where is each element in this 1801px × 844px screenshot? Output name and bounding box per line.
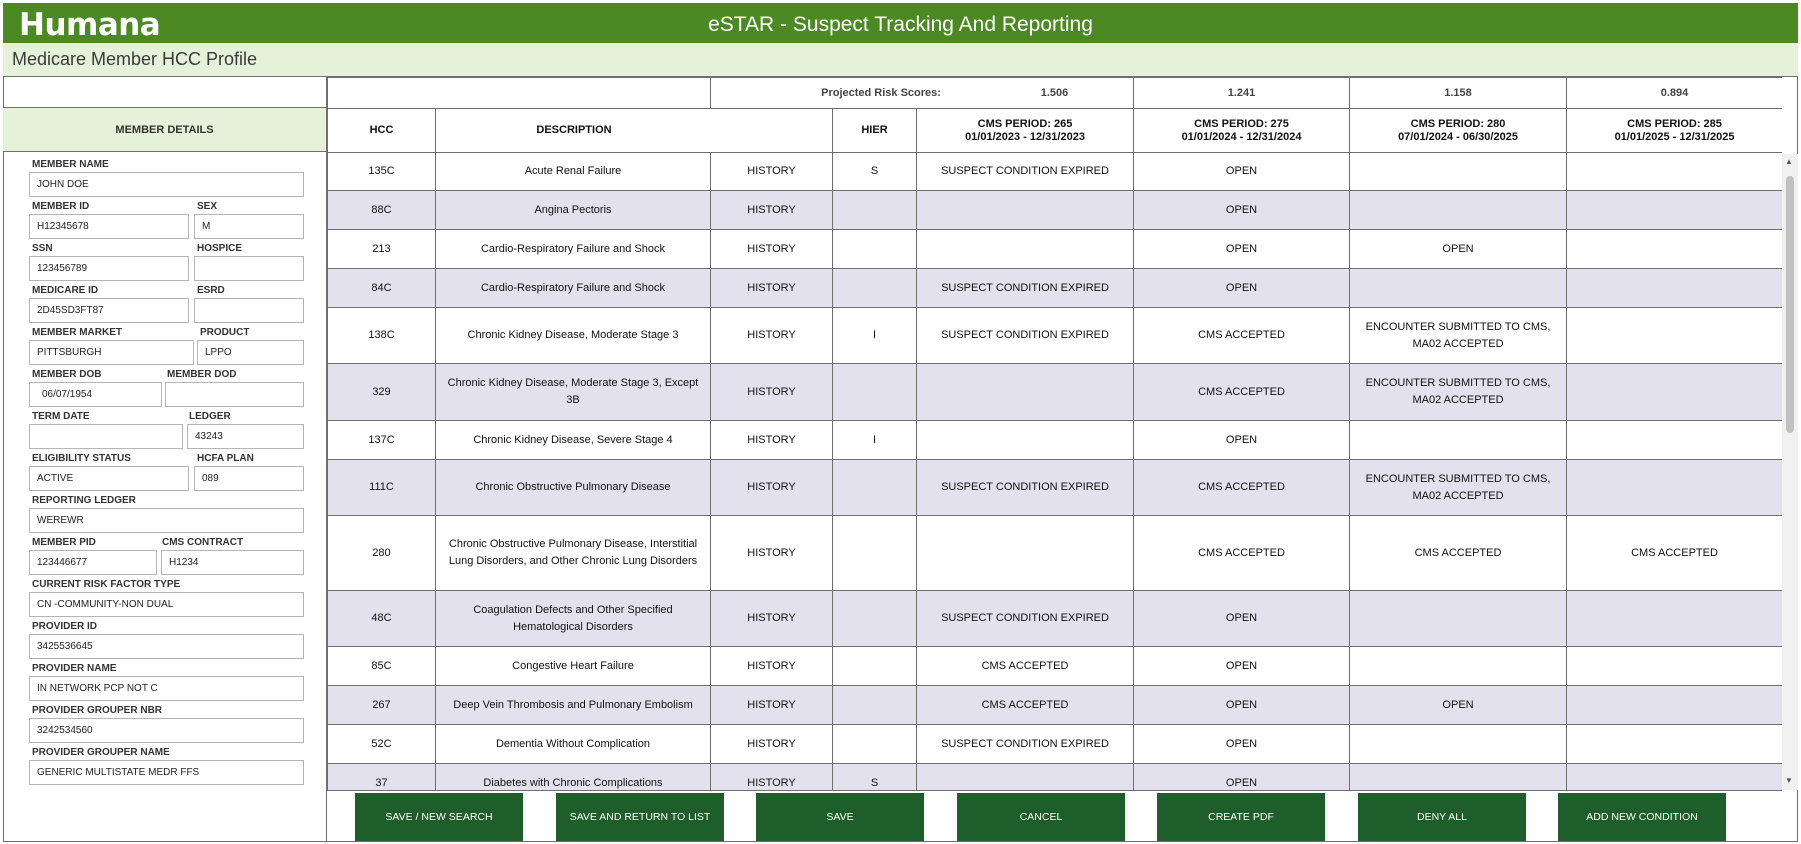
action-button-bar xyxy=(327,790,1782,842)
hier-value: I xyxy=(833,308,917,364)
hcc-description: Acute Renal Failure xyxy=(436,153,711,191)
period-3-status: CMS ACCEPTED xyxy=(1350,516,1567,591)
provider-grouper-name-field[interactable]: GENERIC MULTISTATE MEDR FFS xyxy=(29,760,304,785)
hier-value: S xyxy=(833,153,917,191)
risk-score-period-4: 0.894 xyxy=(1567,78,1782,109)
col-header-description-text: DESCRIPTION xyxy=(536,124,612,136)
period-4-status xyxy=(1567,686,1782,725)
period-3-status xyxy=(1350,591,1567,647)
col-header-hier: HIER xyxy=(833,109,917,153)
hcc-code: 84C xyxy=(328,269,436,308)
period-4-status xyxy=(1567,591,1782,647)
hier-value xyxy=(833,269,917,308)
period-3-status xyxy=(1350,269,1567,308)
period-3-status xyxy=(1350,153,1567,191)
hier-value xyxy=(833,591,917,647)
hcc-description: Diabetes with Chronic Complications xyxy=(436,764,711,791)
table-row xyxy=(328,516,1783,591)
table-row xyxy=(328,686,1783,725)
hier-value: S xyxy=(833,764,917,791)
hier-value xyxy=(833,191,917,230)
hospice-field[interactable] xyxy=(194,256,304,281)
history-link[interactable]: HISTORY xyxy=(711,725,833,764)
history-link[interactable]: HISTORY xyxy=(711,421,833,460)
ledger-field[interactable]: 43243 xyxy=(187,424,304,449)
risk-row-spacer xyxy=(328,78,711,109)
hier-value xyxy=(833,230,917,269)
period-2-status[interactable]: OPEN xyxy=(1134,591,1350,647)
period-1-status xyxy=(917,364,1134,421)
period-3-range: 07/01/2024 - 06/30/2025 xyxy=(1398,130,1518,143)
period-4-name: CMS PERIOD: 285 xyxy=(1627,117,1722,130)
period-1-status: CMS ACCEPTED xyxy=(917,686,1134,725)
period-3-status: ENCOUNTER SUBMITTED TO CMS, MA02 ACCEPTED xyxy=(1350,364,1567,421)
hcc-code: 138C xyxy=(328,308,436,364)
table-row xyxy=(328,591,1783,647)
history-link[interactable]: HISTORY xyxy=(711,230,833,269)
hcc-description: Dementia Without Complication xyxy=(436,725,711,764)
hcc-description: Coagulation Defects and Other Specified Hematological Disorders xyxy=(436,591,711,647)
hier-value xyxy=(833,516,917,591)
period-1-status: SUSPECT CONDITION EXPIRED xyxy=(917,591,1134,647)
table-row xyxy=(328,647,1783,686)
period-4-status xyxy=(1567,725,1782,764)
member-pid-label: MEMBER PID xyxy=(32,537,96,548)
period-3-status xyxy=(1350,421,1567,460)
member-id-label: MEMBER ID xyxy=(32,201,90,212)
deny-all-button[interactable]: DENY ALL xyxy=(1358,793,1526,841)
period-4-range: 01/01/2025 - 12/31/2025 xyxy=(1614,130,1735,143)
risk-score-row xyxy=(328,78,1783,109)
col-header-period-4 xyxy=(1567,109,1782,153)
app-header xyxy=(3,3,1798,43)
hcc-description: Chronic Kidney Disease, Severe Stage 4 xyxy=(436,421,711,460)
esrd-label: ESRD xyxy=(197,285,225,296)
create-pdf-button[interactable]: CREATE PDF xyxy=(1157,793,1325,841)
period-4-status xyxy=(1567,308,1782,364)
provider-grouper-nbr-label: PROVIDER GROUPER NBR xyxy=(32,705,163,716)
col-header-period-3 xyxy=(1350,109,1567,153)
period-4-status xyxy=(1567,191,1782,230)
reporting-ledger-label: REPORTING LEDGER xyxy=(32,495,136,506)
history-link[interactable]: HISTORY xyxy=(711,153,833,191)
provider-grouper-nbr-field[interactable]: 3242534560 xyxy=(29,718,304,743)
term-date-label: TERM DATE xyxy=(32,411,90,422)
hcc-code: 88C xyxy=(328,191,436,230)
hier-value xyxy=(833,686,917,725)
scrollbar-thumb[interactable] xyxy=(1786,176,1794,433)
hier-value xyxy=(833,647,917,686)
table-row xyxy=(328,364,1783,421)
risk-score-period-2: 1.241 xyxy=(1134,78,1350,109)
save-button[interactable]: SAVE xyxy=(756,793,924,841)
hcc-code: 48C xyxy=(328,591,436,647)
period-2-status[interactable]: OPEN xyxy=(1134,764,1350,791)
hcc-description: Chronic Obstructive Pulmonary Disease xyxy=(436,460,711,516)
hcc-description: Chronic Kidney Disease, Moderate Stage 3, Except 3B xyxy=(436,364,711,421)
table-row xyxy=(328,153,1783,191)
period-4-status xyxy=(1567,269,1782,308)
scroll-up-arrow-icon[interactable]: ▲ xyxy=(1785,157,1793,166)
table-row xyxy=(328,764,1783,791)
period-3-status[interactable]: OPEN xyxy=(1350,230,1567,269)
table-row xyxy=(328,191,1783,230)
hcfa-plan-label: HCFA PLAN xyxy=(197,453,254,464)
period-1-status: SUSPECT CONDITION EXPIRED xyxy=(917,153,1134,191)
ledger-label: LEDGER xyxy=(189,411,231,422)
risk-score-period-3: 1.158 xyxy=(1350,78,1567,109)
page-title: Medicare Member HCC Profile xyxy=(12,49,258,69)
period-1-status xyxy=(917,191,1134,230)
medicare-id-label: MEDICARE ID xyxy=(32,285,99,296)
eligibility-status-label: ELIGIBILITY STATUS xyxy=(32,453,131,464)
provider-grouper-name-label: PROVIDER GROUPER NAME xyxy=(32,747,170,758)
period-4-status xyxy=(1567,230,1782,269)
reporting-ledger-field[interactable]: WEREWR xyxy=(29,508,304,533)
provider-id-label: PROVIDER ID xyxy=(32,621,98,632)
period-1-status: SUSPECT CONDITION EXPIRED xyxy=(917,269,1134,308)
member-market-label: MEMBER MARKET xyxy=(32,327,122,338)
hcc-description: Cardio-Respiratory Failure and Shock xyxy=(436,230,711,269)
history-link[interactable]: HISTORY xyxy=(711,191,833,230)
period-1-range: 01/01/2023 - 12/31/2023 xyxy=(965,130,1085,143)
page-subheader xyxy=(3,43,1798,77)
period-4-status xyxy=(1567,460,1782,516)
provider-id-field[interactable]: 3425536645 xyxy=(29,634,304,659)
risk-score-label xyxy=(711,78,1134,109)
cancel-button[interactable]: CANCEL xyxy=(957,793,1125,841)
history-link[interactable]: HISTORY xyxy=(711,364,833,421)
hcc-description: Angina Pectoris xyxy=(436,191,711,230)
hcc-code: 329 xyxy=(328,364,436,421)
column-header-row xyxy=(328,109,1783,153)
period-3-status: ENCOUNTER SUBMITTED TO CMS, MA02 ACCEPTED xyxy=(1350,308,1567,364)
period-2-status[interactable]: OPEN xyxy=(1134,191,1350,230)
save-return-to-list-button[interactable]: SAVE AND RETURN TO LIST xyxy=(556,793,724,841)
period-2-status: CMS ACCEPTED xyxy=(1134,460,1350,516)
table-row xyxy=(328,725,1783,764)
hcfa-plan-field[interactable]: 089 xyxy=(194,466,304,491)
member-dob-field[interactable]: 06/07/1954 xyxy=(29,382,162,407)
table-row xyxy=(328,460,1783,516)
period-1-status xyxy=(917,421,1134,460)
period-2-status[interactable]: OPEN xyxy=(1134,647,1350,686)
period-2-name: CMS PERIOD: 275 xyxy=(1194,117,1289,130)
member-dob-label: MEMBER DOB xyxy=(32,369,102,380)
member-details-panel xyxy=(3,77,327,842)
hcc-code: 267 xyxy=(328,686,436,725)
table-row xyxy=(328,421,1783,460)
panel-spacer xyxy=(3,77,326,108)
hcc-description: Chronic Kidney Disease, Moderate Stage 3 xyxy=(436,308,711,364)
history-link[interactable]: HISTORY xyxy=(711,647,833,686)
hcc-code: 85C xyxy=(328,647,436,686)
history-link[interactable]: HISTORY xyxy=(711,308,833,364)
period-2-status[interactable]: OPEN xyxy=(1134,230,1350,269)
app-title: eSTAR - Suspect Tracking And Reporting xyxy=(708,13,1093,36)
period-2-status[interactable]: OPEN xyxy=(1134,421,1350,460)
member-pid-field[interactable]: 123446677 xyxy=(29,550,157,575)
period-1-status xyxy=(917,230,1134,269)
hcc-table-body xyxy=(328,153,1783,791)
period-4-status xyxy=(1567,764,1782,791)
period-3-status xyxy=(1350,764,1567,791)
risk-factor-type-label: CURRENT RISK FACTOR TYPE xyxy=(32,579,181,590)
period-2-status: CMS ACCEPTED xyxy=(1134,364,1350,421)
period-4-status xyxy=(1567,364,1782,421)
sex-label: SEX xyxy=(197,201,218,212)
period-4-status: CMS ACCEPTED xyxy=(1567,516,1782,591)
save-new-search-button[interactable]: SAVE / NEW SEARCH xyxy=(355,793,523,841)
ssn-label: SSN xyxy=(32,243,53,254)
hcc-code: 52C xyxy=(328,725,436,764)
member-name-field[interactable]: JOHN DOE xyxy=(29,172,304,197)
risk-factor-type-field[interactable]: CN -COMMUNITY-NON DUAL xyxy=(29,592,304,617)
period-2-status: CMS ACCEPTED xyxy=(1134,516,1350,591)
grid-scrollbar[interactable] xyxy=(1782,154,1798,790)
hcc-description: Congestive Heart Failure xyxy=(436,647,711,686)
hcc-description: Chronic Obstructive Pulmonary Disease, Interstitial Lung Disorders, and Other Chronic Lung Disorders xyxy=(436,516,711,591)
table-row xyxy=(328,230,1783,269)
period-3-status: ENCOUNTER SUBMITTED TO CMS, MA02 ACCEPTED xyxy=(1350,460,1567,516)
period-1-status: CMS ACCEPTED xyxy=(917,647,1134,686)
period-2-status: CMS ACCEPTED xyxy=(1134,308,1350,364)
col-header-period-2 xyxy=(1134,109,1350,153)
period-4-status xyxy=(1567,421,1782,460)
history-link[interactable]: HISTORY xyxy=(711,686,833,725)
history-link[interactable]: HISTORY xyxy=(711,269,833,308)
hier-value xyxy=(833,364,917,421)
history-link[interactable]: HISTORY xyxy=(711,764,833,791)
humana-logo: Humana xyxy=(19,7,161,43)
period-4-status xyxy=(1567,647,1782,686)
history-link[interactable]: HISTORY xyxy=(711,516,833,591)
hospice-label: HOSPICE xyxy=(197,243,243,254)
period-1-status: SUSPECT CONDITION EXPIRED xyxy=(917,308,1134,364)
hcc-code: 37 xyxy=(328,764,436,791)
member-market-field[interactable]: PITTSBURGH xyxy=(29,340,194,365)
col-header-description xyxy=(436,109,833,153)
hcc-description: Cardio-Respiratory Failure and Shock xyxy=(436,269,711,308)
risk-score-period-1: 1.506 xyxy=(1040,87,1069,99)
history-link[interactable]: HISTORY xyxy=(711,591,833,647)
cms-contract-field[interactable]: H1234 xyxy=(161,550,304,575)
period-2-status[interactable]: OPEN xyxy=(1134,153,1350,191)
period-1-status: SUSPECT CONDITION EXPIRED xyxy=(917,460,1134,516)
sex-field[interactable]: M xyxy=(194,214,304,239)
hcc-code: 213 xyxy=(328,230,436,269)
hcc-code: 135C xyxy=(328,153,436,191)
period-1-name: CMS PERIOD: 265 xyxy=(977,117,1073,130)
member-id-field[interactable]: H12345678 xyxy=(29,214,189,239)
hier-value xyxy=(833,460,917,516)
period-1-status xyxy=(917,516,1134,591)
term-date-field[interactable] xyxy=(29,424,183,449)
medicare-id-field[interactable]: 2D45SD3FT87 xyxy=(29,298,189,323)
hcc-table xyxy=(327,77,1782,790)
member-dod-field[interactable] xyxy=(165,382,304,407)
table-row xyxy=(328,269,1783,308)
period-3-status xyxy=(1350,725,1567,764)
period-1-status: SUSPECT CONDITION EXPIRED xyxy=(917,725,1134,764)
member-details-header: MEMBER DETAILS xyxy=(3,108,326,152)
member-name-label: MEMBER NAME xyxy=(32,159,109,170)
hcc-description: Deep Vein Thrombosis and Pulmonary Embolism xyxy=(436,686,711,725)
col-header-period-1 xyxy=(917,109,1134,153)
period-4-status xyxy=(1567,153,1782,191)
period-2-range: 01/01/2024 - 12/31/2024 xyxy=(1181,130,1302,143)
esrd-field[interactable] xyxy=(194,298,304,323)
hier-value: I xyxy=(833,421,917,460)
history-link[interactable]: HISTORY xyxy=(711,460,833,516)
scroll-down-arrow-icon[interactable]: ▼ xyxy=(1785,776,1793,785)
period-2-status[interactable]: OPEN xyxy=(1134,686,1350,725)
ssn-field[interactable]: 123456789 xyxy=(29,256,189,281)
product-label: PRODUCT xyxy=(200,327,250,338)
risk-score-label-text: Projected Risk Scores: xyxy=(821,87,941,99)
product-field[interactable]: LPPO xyxy=(197,340,304,365)
member-dod-label: MEMBER DOD xyxy=(167,369,237,380)
hcc-code: 137C xyxy=(328,421,436,460)
period-3-status[interactable]: OPEN xyxy=(1350,686,1567,725)
period-2-status[interactable]: OPEN xyxy=(1134,725,1350,764)
period-3-name: CMS PERIOD: 280 xyxy=(1410,117,1506,130)
add-new-condition-button[interactable]: ADD NEW CONDITION xyxy=(1558,793,1726,841)
cms-contract-label: CMS CONTRACT xyxy=(162,537,244,548)
period-3-status xyxy=(1350,647,1567,686)
hcc-code: 111C xyxy=(328,460,436,516)
eligibility-status-field[interactable]: ACTIVE xyxy=(29,466,189,491)
hcc-code: 280 xyxy=(328,516,436,591)
period-2-status[interactable]: OPEN xyxy=(1134,269,1350,308)
period-1-status xyxy=(917,764,1134,791)
table-row xyxy=(328,308,1783,364)
period-3-status xyxy=(1350,191,1567,230)
provider-name-field[interactable]: IN NETWORK PCP NOT C xyxy=(29,676,304,701)
hcc-grid xyxy=(327,77,1782,790)
provider-name-label: PROVIDER NAME xyxy=(32,663,117,674)
hier-value xyxy=(833,725,917,764)
col-header-hcc: HCC xyxy=(328,109,436,153)
